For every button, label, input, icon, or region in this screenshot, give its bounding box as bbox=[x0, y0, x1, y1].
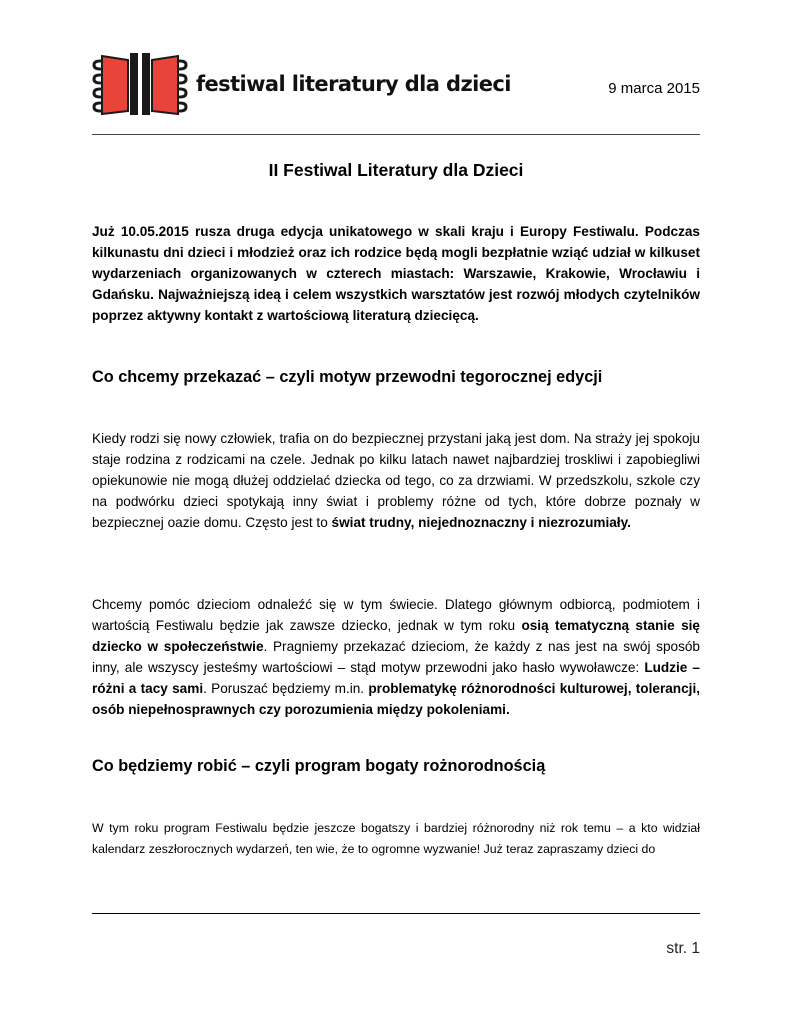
document-date: 9 marca 2015 bbox=[608, 80, 700, 97]
paragraph-bold-phrase: świat trudny, niejednoznaczny i niezrozumiały. bbox=[331, 515, 631, 530]
paragraph-text: Kiedy rodzi się nowy człowiek, trafia on do bezpiecznej przystani jaką jest dom. Na straży jej spokoju staje rodzina z rodzicami na czele. Jednak po kilku latach nawet najbardziej troskliwi i zapobiegliwi opiekunowie nie mogą dłużej oddzielać dziecka od tego, co za drzwiami. W przedszkolu, szkole czy na podwórku dzieci spotykają inny świat i problemy różne od tych, które dobrze poznały w bezpiecznej oazie domu. Często jest to bbox=[92, 431, 700, 530]
section-heading-program: Co będziemy robić – czyli program bogaty rożnorodnością bbox=[92, 757, 546, 775]
paragraph-bold-phrase: Ludzie – różni a tacy sami bbox=[92, 660, 700, 696]
paragraph-text: Chcemy pomóc dzieciom odnaleźć się w tym świecie. Dlatego głównym odbiorcą, podmiotem i wartością Festiwalu będzie jak zawsze dziecko, jednak w tym roku bbox=[92, 597, 700, 633]
paragraph-program: W tym roku program Festiwalu będzie jeszcze bogatszy i bardziej różnorodny niż rok temu – a kto widział kalendarz zeszłorocznych wydarzeń, ten wie, że to ogromne wyzwanie! Już teraz zapraszamy dzieci do bbox=[92, 821, 700, 856]
paragraph-bold-phrase: problematykę różnorodności kulturowej, tolerancji, osób niepełnosprawnych czy porozumienia między pokoleniami. bbox=[92, 681, 700, 717]
paragraph-bold-phrase: osią tematyczną stanie się dziecko w społeczeństwie bbox=[92, 618, 700, 654]
page-number: str. 1 bbox=[666, 940, 700, 957]
section-heading-motif: Co chcemy przekazać – czyli motyw przewodni tegorocznej edycji bbox=[92, 368, 603, 386]
header-divider bbox=[92, 134, 700, 135]
paragraph-new-human bbox=[92, 428, 700, 533]
logo-text: festiwal literatury dla dzieci bbox=[196, 72, 511, 96]
paragraph-text: . Poruszać będziemy m.in. bbox=[203, 681, 369, 696]
paragraph-text: . Pragniemy przekazać dzieciom, że każdy z nas jest na swój sposób inny, ale wszyscy jesteśmy wartościowi – stąd motyw przewodni jako hasło wywoławcze: bbox=[92, 639, 700, 675]
footer-divider bbox=[92, 913, 700, 914]
document-title: II Festiwal Literatury dla Dzieci bbox=[268, 160, 524, 180]
festival-logo-icon bbox=[92, 51, 188, 117]
intro-paragraph: Już 10.05.2015 rusza druga edycja unikatowego w skali kraju i Europy Festiwalu. Podczas kilkunastu dni dzieci i młodzież oraz ich rodzice będą mogli bezpłatnie wziąć udział w kilkuset wydarzeniach organizowanych w czterech miastach: Warszawie, Krakowie, Wrocławiu i Gdańsku. Najważniejszą ideą i celem wszystkich warsztatów jest rozwój młodych czytelników poprzez aktywny kontakt z wartościową literaturą dziecięcą. bbox=[92, 224, 700, 323]
paragraph-help-children bbox=[92, 594, 700, 720]
